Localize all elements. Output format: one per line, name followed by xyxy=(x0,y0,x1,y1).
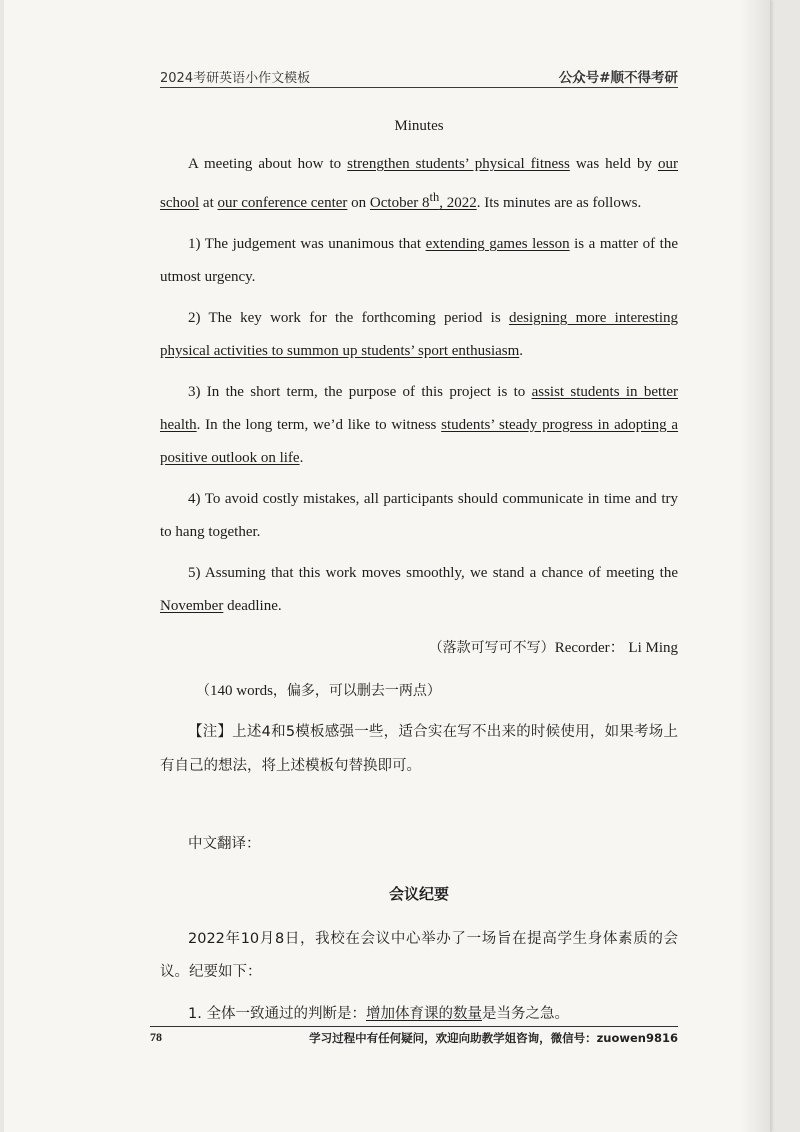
page-header xyxy=(160,64,678,86)
item5-text-1: 5) Assuming that this work moves smoothly, we stand a chance of meeting the xyxy=(188,565,678,581)
minutes-item-2 xyxy=(160,302,678,368)
intro-text-3: at xyxy=(199,195,218,211)
recorder-name: Li Ming xyxy=(628,640,678,656)
english-template xyxy=(160,148,678,623)
header-title: 2024考研英语小作文模板 xyxy=(160,71,311,86)
page-footer xyxy=(150,1030,678,1046)
intro-text-2: was held by xyxy=(569,156,658,172)
recorder-line xyxy=(160,633,678,663)
item1-text-2: is a matter of the utmost urgency. xyxy=(160,236,678,285)
item1-text-1: 1) The judgement was unanimous that xyxy=(188,236,426,252)
minutes-title: Minutes xyxy=(394,118,444,134)
item5-blank: November xyxy=(160,598,224,614)
intro-blank-topic: strengthen students’ physical fitness xyxy=(347,156,570,172)
date-suffix: th xyxy=(429,190,440,204)
item3-text-3: . xyxy=(299,450,304,466)
intro-blank-date xyxy=(369,190,477,211)
item2-blank: designing more interesting physical activities to summon up students’ sport enthusiasm xyxy=(160,310,679,359)
intro-text-1: A meeting about how to xyxy=(188,156,348,172)
translation-item1-blank: 增加体育课的数量 xyxy=(365,1006,482,1022)
translation-heading: 中文翻译： xyxy=(188,836,261,852)
translation-item1-end: 是当务之急。 xyxy=(481,1006,569,1022)
minutes-item-1 xyxy=(160,228,678,294)
intro-text-4: on xyxy=(347,195,370,211)
intro-blank-host: our school xyxy=(160,156,678,211)
minutes-item-5 xyxy=(160,557,678,623)
item5-text-2: deadline. xyxy=(223,598,282,614)
document-page xyxy=(4,0,770,1132)
footer-contact-note: 学习过程中有任何疑问，欢迎向助教学姐咨询，微信号：zuowen9816 xyxy=(309,1031,678,1045)
recorder-note: （落款可写可不写） xyxy=(428,640,555,656)
word-count-note xyxy=(160,677,678,705)
page-number: 78 xyxy=(150,1030,162,1044)
date-year: , 2022 xyxy=(439,195,477,211)
page-content xyxy=(160,108,678,1029)
template-note: 【注】上述4和5模板感强一些，适合实在写不出来的时候使用，如果考场上有自己的想法，将上述模板句替换即可。 xyxy=(160,724,678,774)
translation-paragraph: 2022年10月8日，我校在会议中心举办了一场旨在提高学生身体素质的会议。纪要如下： xyxy=(160,931,678,980)
date-day: October 8 xyxy=(369,195,430,211)
item3-text-2: . In the long term, we’d like to witness xyxy=(196,417,442,433)
item3-blank-2: students’ steady progress in adopting a positive outlook on life xyxy=(160,417,679,466)
item3-blank-1: assist students in better health xyxy=(160,384,678,433)
minutes-item-3 xyxy=(160,376,678,475)
footer-divider xyxy=(150,1026,678,1027)
word-count-comment: ，偏多，可以删去一两点） xyxy=(272,683,441,699)
word-count-number: 140 words xyxy=(210,683,273,699)
intro-paragraph xyxy=(160,148,678,220)
item2-text-1: 2) The key work for the forthcoming period is xyxy=(188,310,509,326)
header-account: 公众号#顺不得考研 xyxy=(558,70,678,86)
recorder-label: Recorder： xyxy=(554,640,625,656)
item3-text-1: 3) In the short term, the purpose of this project is to xyxy=(188,384,532,400)
item2-text-2: . xyxy=(519,343,524,359)
item1-blank: extending games lesson xyxy=(425,236,570,252)
word-count-open: （ xyxy=(196,683,210,699)
intro-blank-venue: our conference center xyxy=(217,195,348,211)
page-edge-shadow xyxy=(740,0,770,1132)
translation-item-1 xyxy=(160,999,678,1029)
intro-text-5: . Its minutes are as follows. xyxy=(476,195,642,211)
translation-item1-text: 1. 全体一致通过的判断是： xyxy=(188,1006,366,1022)
minutes-item-4: 4) To avoid costly mistakes, all participants should communicate in time and try to hang together. xyxy=(160,491,678,540)
translation-title: 会议纪要 xyxy=(388,885,449,903)
header-divider xyxy=(160,87,678,88)
